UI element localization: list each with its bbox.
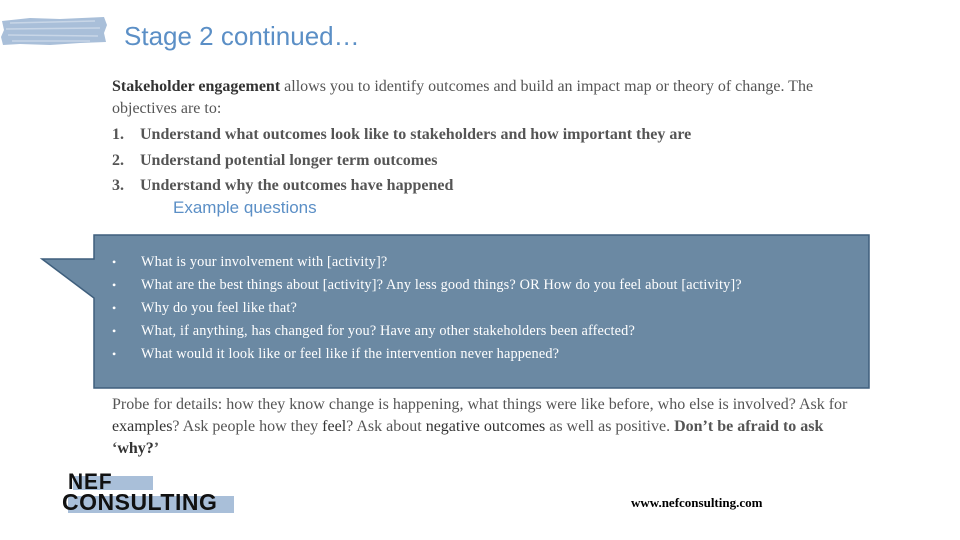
question-text: What are the best things about [activity]? Any less good things? OR How do you feel about [activity]? <box>141 277 742 293</box>
probe-text: Probe for details: how they know change is happening, what things were like before, who else is involved? Ask for <box>112 396 848 413</box>
probe-examples: examples <box>112 418 173 435</box>
probe-feel: feel <box>322 418 347 435</box>
website-link[interactable]: www.nefconsulting.com <box>631 495 763 510</box>
probe-text: as well as positive. <box>545 418 675 435</box>
bullet: • <box>112 301 117 315</box>
intro-lead: Stakeholder engagement <box>112 78 281 95</box>
question-item <box>112 321 742 344</box>
question-text: What, if anything, has changed for you? Have any other stakeholders been affected? <box>141 323 635 339</box>
intro-text: allows you to identify outcomes and build an impact map or theory of change. The objectives are to: <box>112 78 814 117</box>
objective-text: Understand why the outcomes have happened <box>140 177 454 194</box>
probe-bold-prefix: Don’t be afraid to ask ‘ <box>112 418 824 457</box>
probe-why: why? <box>117 440 154 457</box>
question-item <box>112 252 742 275</box>
question-item <box>112 275 742 298</box>
example-questions-list <box>112 252 742 367</box>
nef-consulting-logo <box>62 469 237 517</box>
objective-number: 2. <box>112 151 124 169</box>
question-item <box>112 298 742 321</box>
bullet: • <box>112 324 117 338</box>
probe-text: ? Ask people how they <box>172 418 323 435</box>
question-text: What would it look like or feel like if the intervention never happened? <box>141 346 560 362</box>
objective-text: Understand what outcomes look like to stakeholders and how important they are <box>140 126 692 143</box>
probe-paragraph <box>112 394 872 460</box>
example-questions-label: Example questions <box>173 198 317 217</box>
logo-consulting-text: CONSULTING <box>62 489 218 515</box>
logo-nef-text: NEF <box>68 469 113 494</box>
objective-text: Understand potential longer term outcomes <box>140 151 438 169</box>
bullet: • <box>112 255 117 269</box>
probe-text: ? Ask about <box>346 418 426 435</box>
probe-bold-suffix: ’ <box>153 440 160 457</box>
question-item <box>112 344 742 367</box>
objective-number: 3. <box>112 177 124 194</box>
probe-negative: negative outcomes <box>425 418 546 435</box>
objective-number: 1. <box>112 126 124 143</box>
bullet: • <box>112 278 117 292</box>
question-text: Why do you feel like that? <box>141 300 297 316</box>
slide-title: Stage 2 continued… <box>124 21 360 51</box>
bullet: • <box>112 347 117 361</box>
question-text: What is your involvement with [activity]? <box>141 254 388 270</box>
